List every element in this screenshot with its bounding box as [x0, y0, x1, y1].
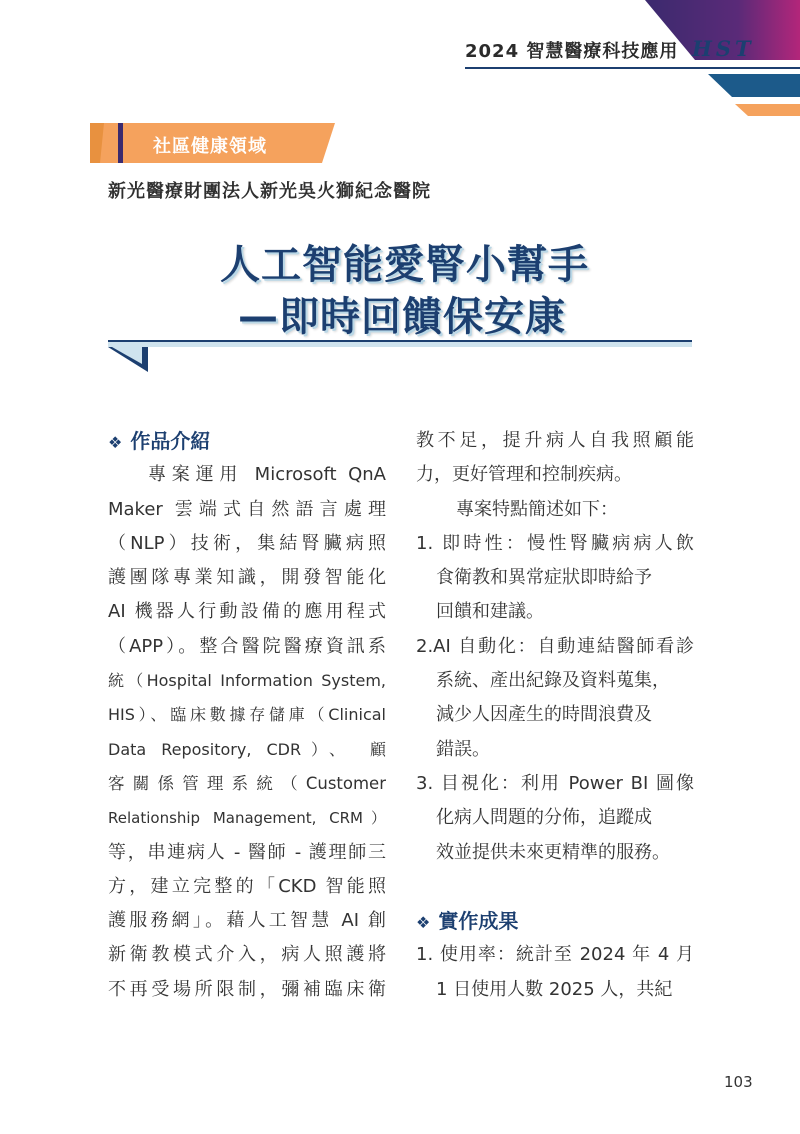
- section-heading-text: 作品介紹: [130, 429, 211, 453]
- list-item-continuation: 化病人問題的分佈，追蹤成: [436, 807, 652, 829]
- section-heading-intro: [108, 424, 386, 458]
- header-year: 2024: [465, 41, 520, 62]
- diamond-bullet-icon: ❖: [108, 433, 123, 452]
- list-item-continuation: 錯誤。: [436, 738, 490, 760]
- text-line: Maker 雲端式自然語言處理: [108, 498, 386, 520]
- text-line: Relationship Management, CRM）: [108, 809, 386, 828]
- title-underline-decoration: [108, 336, 692, 376]
- right-column: [416, 424, 694, 1007]
- article-title-line1: 人工智能愛腎小幫手: [220, 242, 589, 288]
- header-divider: [465, 67, 800, 69]
- text-line: 統（Hospital Information System,: [108, 671, 386, 691]
- list-item-continuation: 效並提供未來更精準的服務。: [436, 841, 670, 863]
- text-line: 方，建立完整的「CKD 智能照: [108, 875, 386, 897]
- header-title: [465, 37, 678, 63]
- hospital-name: 新光醫療財團法人新光吳火獅紀念醫院: [108, 181, 431, 202]
- list-item: 1. 即時性：慢性腎臟病病人飲: [416, 532, 694, 554]
- text-line: 專案特點簡述如下：: [456, 498, 618, 520]
- diamond-bullet-icon: ❖: [416, 913, 431, 933]
- text-line: HIS）、臨床數據存儲庫（Clinical: [108, 705, 386, 725]
- text-line: AI 機器人行動設備的應用程式: [108, 601, 386, 623]
- list-item: 1. 使用率：統計至 2024 年 4 月: [416, 944, 694, 966]
- text-line: 不再受場所限制，彌補臨床衛: [108, 978, 386, 1000]
- text-line: （APP）。整合醫院醫療資訊系: [108, 635, 386, 657]
- text-line: 力，更好管理和控制疾病。: [416, 464, 632, 486]
- text-line: 教不足，提升病人自我照顧能: [416, 430, 694, 451]
- text-line: （NLP）技術，集結腎臟病照: [108, 532, 386, 554]
- text-line: 護團隊專業知識，開發智能化: [108, 567, 386, 589]
- text-line: 等，串連病人 - 醫師 - 護理師三: [108, 841, 386, 863]
- list-item-continuation: 1 日使用人數 2025 人，共紀: [436, 978, 673, 1000]
- list-item: 2.AI 自動化：自動連結醫師看診: [416, 635, 694, 657]
- section-heading-text: 實作成果: [438, 909, 519, 934]
- category-tag: 社區健康領域: [153, 136, 267, 157]
- text-line: Data Repository, CDR）、 顧: [108, 739, 386, 759]
- text-line: 專案運用 Microsoft QnA: [148, 464, 386, 486]
- text-line: 新衛教模式介入，病人照護將: [108, 944, 386, 966]
- section-heading-results: [416, 904, 694, 938]
- text-line: 護服務網」。藉人工智慧 AI 創: [108, 910, 386, 932]
- list-item: 3. 目視化：利用 Power BI 圖像: [416, 772, 694, 794]
- left-column: [108, 424, 386, 1007]
- page-number: 103: [724, 1073, 753, 1091]
- list-item-continuation: 回饋和建議。: [436, 601, 544, 623]
- text-line: 客關係管理系統（Customer: [108, 773, 386, 793]
- article-title-line2: —即時回饋保安康: [238, 294, 566, 340]
- corner-decoration: [600, 0, 800, 130]
- spacer: [416, 870, 694, 904]
- header-title-text: 智慧醫療科技應用: [526, 41, 679, 62]
- list-item-continuation: 食衛教和異常症狀即時給予: [436, 567, 652, 589]
- list-item-continuation: 系統、產出紀錄及資料蒐集，: [436, 670, 670, 692]
- brand-logo: HST: [692, 36, 755, 61]
- list-item-continuation: 減少人因產生的時間浪費及: [436, 704, 652, 726]
